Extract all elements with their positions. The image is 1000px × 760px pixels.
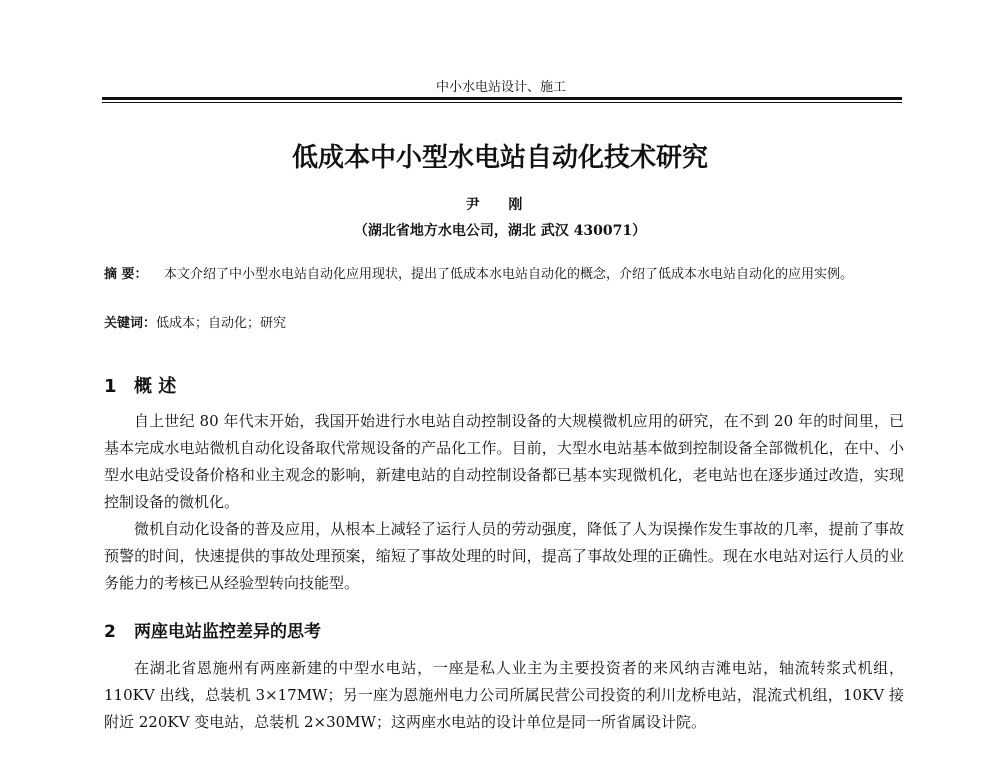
running-header: 中小水电站设计、施工 (435, 80, 566, 95)
section-number: 2 (104, 622, 116, 642)
section-title: 概 述 (134, 376, 177, 397)
keywords-text: 低成本；自动化；研究 (156, 316, 287, 331)
affiliation: （湖北省地方水电公司，湖北 武汉 430071） (353, 223, 647, 239)
keywords (104, 312, 904, 336)
author: 尹 刚 (465, 197, 535, 213)
paragraph: 在湖北省恩施州有两座新建的中型水电站，一座是私人业主为主要投资者的来风纳吉滩电站，轴流转浆式机组，110KV 出线，总装机 3×17MW；另一座为恩施州电力公司所属民营公司投资的利川龙桥电站，混流式机组，10KV 接附近 220KV 变电站，总装机 2×30MW；这两座水电站的设计单位是同一所省属设计院。 (104, 659, 904, 731)
abstract-label: 摘 要： (104, 267, 148, 282)
paragraph: 微机自动化设备的普及应用，从根本上减轻了运行人员的劳动强度，降低了人为误操作发生事故的几率，提前了事故预警的时间，快速提供的事故处理预案，缩短了事故处理的时间，提高了事故处理的正确性。现在水电站对运行人员的业务能力的考核已从经验型转向技能型。 (104, 520, 904, 592)
section-number: 1 (104, 376, 117, 397)
section-title: 两座电站监控差异的思考 (134, 622, 321, 642)
section-heading (104, 617, 321, 642)
article-title: 低成本中小型水电站自动化技术研究 (291, 143, 708, 173)
header-rule (102, 97, 902, 100)
section-heading (104, 372, 176, 398)
abstract (104, 263, 904, 287)
paragraph: 自上世纪 80 年代末开始，我国开始进行水电站自动控制设备的大规模微机应用的研究，在不到 20 年的时间里，已基本完成水电站微机自动化设备取代常规设备的产品化工作。目前，大型水电站基本做到控制设备全部微机化，在中、小型水电站受设备价格和业主观念的影响，新建电站的自动控制设备都已基本实现微机化，老电站也在逐步通过改造，实现控制设备的微机化。 (104, 412, 904, 511)
keywords-label: 关键词： (104, 316, 157, 331)
abstract-text: 本文介绍了中小型水电站自动化应用现状，提出了低成本水电站自动化的概念，介绍了低成本水电站自动化的应用实例。 (164, 267, 854, 282)
header-rule-thin (102, 102, 902, 103)
